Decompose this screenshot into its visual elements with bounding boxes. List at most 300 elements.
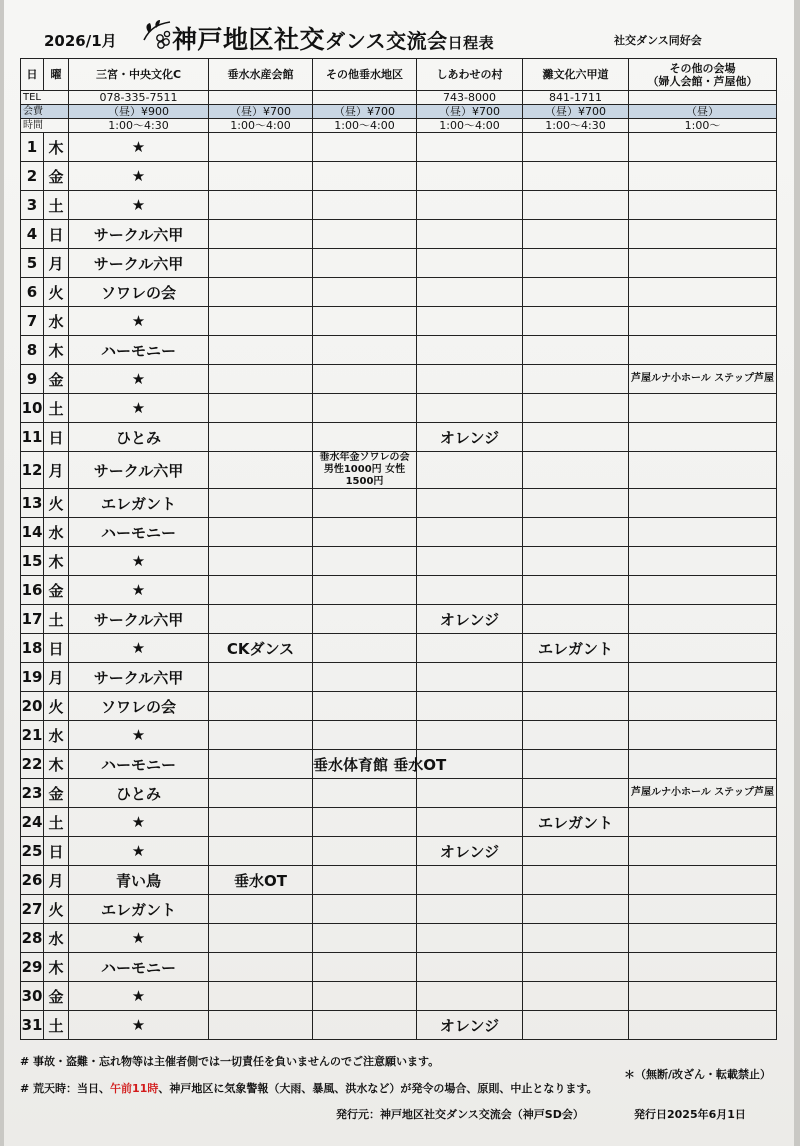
event-cell: ★ [69, 365, 209, 394]
event-cell: 芦屋ルナ小ホール ステップ芦屋 [629, 779, 777, 808]
event-cell [313, 547, 417, 576]
event-cell [313, 489, 417, 518]
event-cell [417, 982, 523, 1011]
day-row [21, 895, 777, 924]
event-cell [629, 278, 777, 307]
event-cell [523, 191, 629, 220]
event-cell [209, 489, 313, 518]
day-row [21, 220, 777, 249]
day-row [21, 365, 777, 394]
event-cell [209, 162, 313, 191]
event-cell [629, 249, 777, 278]
event-cell: ★ [69, 634, 209, 663]
footer-note-right: ＊（無断/改ざん・転載禁止） [624, 1068, 772, 1081]
col-venue-4: しあわせの村 [417, 59, 523, 91]
event-cell [209, 307, 313, 336]
event-cell: オレンジ [417, 605, 523, 634]
event-cell [313, 249, 417, 278]
event-cell [417, 576, 523, 605]
day-row [21, 249, 777, 278]
day-weekday: 土 [44, 191, 69, 220]
day-number: 19 [21, 663, 44, 692]
event-cell [629, 605, 777, 634]
day-weekday: 火 [44, 692, 69, 721]
event-cell [417, 866, 523, 895]
day-row [21, 1011, 777, 1040]
day-number: 6 [21, 278, 44, 307]
event-cell [523, 452, 629, 489]
info-time-row-cell: 1:00〜4:30 [69, 119, 209, 133]
footer-note-1: # 事故・盗難・忘れ物等は主催者側では一切責任を負いませんのでご注意願います。 [20, 1055, 440, 1068]
day-row [21, 547, 777, 576]
event-cell [313, 634, 417, 663]
day-number: 18 [21, 634, 44, 663]
event-cell [313, 924, 417, 953]
event-cell [313, 394, 417, 423]
event-cell [417, 452, 523, 489]
event-cell [629, 953, 777, 982]
event-cell [523, 721, 629, 750]
event-cell [313, 953, 417, 982]
event-cell [523, 750, 629, 779]
event-cell [313, 162, 417, 191]
event-cell [523, 394, 629, 423]
info-fee-row-cell: （昼）¥700 [523, 105, 629, 119]
day-weekday: 火 [44, 278, 69, 307]
day-weekday: 月 [44, 249, 69, 278]
footer-note-2: # 荒天時：当日、午前11時、神戸地区に気象警報（大雨、暴風、洪水など）が発令の場合、原則、中止となります。 [20, 1082, 598, 1095]
day-row [21, 692, 777, 721]
event-cell [523, 924, 629, 953]
event-cell [523, 692, 629, 721]
event-cell: ★ [69, 547, 209, 576]
day-row [21, 307, 777, 336]
day-number: 28 [21, 924, 44, 953]
day-number: 26 [21, 866, 44, 895]
day-weekday: 土 [44, 605, 69, 634]
day-number: 8 [21, 336, 44, 365]
day-weekday: 金 [44, 576, 69, 605]
info-fee-row [21, 105, 777, 119]
event-cell [417, 365, 523, 394]
col-venue-2: 垂水水産会館 [209, 59, 313, 91]
event-cell [523, 605, 629, 634]
day-row [21, 982, 777, 1011]
event-cell [523, 336, 629, 365]
event-cell [417, 518, 523, 547]
day-number: 12 [21, 452, 44, 489]
day-number: 9 [21, 365, 44, 394]
event-cell: CKダンス [209, 634, 313, 663]
info-fee-row-cell: （昼） [629, 105, 777, 119]
day-row [21, 953, 777, 982]
event-cell [209, 220, 313, 249]
day-number: 21 [21, 721, 44, 750]
day-number: 11 [21, 423, 44, 452]
event-cell [209, 249, 313, 278]
event-cell [523, 982, 629, 1011]
day-row [21, 634, 777, 663]
day-row [21, 336, 777, 365]
event-cell: エレガント [69, 489, 209, 518]
info-tel-row-cell [313, 91, 417, 105]
day-row [21, 423, 777, 452]
event-cell: サークル六甲 [69, 220, 209, 249]
day-weekday: 月 [44, 452, 69, 489]
day-number: 25 [21, 837, 44, 866]
event-cell [523, 365, 629, 394]
title-mid2: 交流会 [386, 29, 448, 53]
day-number: 31 [21, 1011, 44, 1040]
event-cell [523, 779, 629, 808]
event-cell [629, 982, 777, 1011]
event-cell [313, 663, 417, 692]
event-cell [209, 423, 313, 452]
event-cell [629, 162, 777, 191]
event-cell [209, 953, 313, 982]
event-cell [523, 518, 629, 547]
day-weekday: 日 [44, 837, 69, 866]
event-cell: ハーモニー [69, 953, 209, 982]
event-cell: 垂水年金ソワレの会 男性1000円 女性1500円 [313, 452, 417, 489]
col-weekday: 曜 [44, 59, 69, 91]
day-weekday: 水 [44, 721, 69, 750]
event-cell [417, 547, 523, 576]
event-cell [629, 895, 777, 924]
event-cell: オレンジ [417, 1011, 523, 1040]
day-number: 15 [21, 547, 44, 576]
event-cell: ★ [69, 133, 209, 162]
event-cell: ★ [69, 924, 209, 953]
day-number: 29 [21, 953, 44, 982]
event-cell [629, 634, 777, 663]
event-cell: ひとみ [69, 423, 209, 452]
subtitle: 社交ダンス同好会 [614, 34, 702, 47]
issue-date: 発行日2025年6月1日 [634, 1108, 746, 1121]
event-cell: ひとみ [69, 779, 209, 808]
day-number: 5 [21, 249, 44, 278]
event-cell [417, 162, 523, 191]
event-cell [209, 779, 313, 808]
event-cell [417, 692, 523, 721]
info-time-row-cell: 1:00〜 [629, 119, 777, 133]
event-cell [523, 837, 629, 866]
col-venue-5: 灘文化六甲道 [523, 59, 629, 91]
day-weekday: 金 [44, 365, 69, 394]
title-row [44, 16, 784, 56]
event-cell [313, 576, 417, 605]
event-cell [313, 191, 417, 220]
info-time-row-cell: 1:00〜4:00 [209, 119, 313, 133]
day-weekday: 水 [44, 307, 69, 336]
day-number: 13 [21, 489, 44, 518]
event-cell: サークル六甲 [69, 249, 209, 278]
event-cell [417, 808, 523, 837]
day-row [21, 394, 777, 423]
event-cell [629, 518, 777, 547]
event-cell [313, 423, 417, 452]
event-cell: オレンジ [417, 837, 523, 866]
day-row [21, 837, 777, 866]
event-cell: ★ [69, 394, 209, 423]
event-cell [417, 249, 523, 278]
info-fee-row-cell: （昼）¥700 [209, 105, 313, 119]
day-row [21, 663, 777, 692]
day-weekday: 火 [44, 489, 69, 518]
info-time-row [21, 119, 777, 133]
day-number: 20 [21, 692, 44, 721]
event-cell: ★ [69, 307, 209, 336]
event-cell [209, 394, 313, 423]
day-number: 3 [21, 191, 44, 220]
event-cell [209, 750, 313, 779]
day-number: 2 [21, 162, 44, 191]
title-mid: ダンス [325, 29, 387, 53]
event-cell: 芦屋ルナ小ホール ステップ芦屋 [629, 365, 777, 394]
event-cell: 垂水体育館 垂水OT [313, 750, 417, 779]
event-cell [209, 365, 313, 394]
event-cell [313, 278, 417, 307]
event-cell: オレンジ [417, 423, 523, 452]
event-cell [313, 982, 417, 1011]
day-row [21, 518, 777, 547]
page-title [172, 20, 494, 56]
event-cell: ★ [69, 162, 209, 191]
event-cell [209, 692, 313, 721]
day-weekday: 金 [44, 779, 69, 808]
event-cell [629, 423, 777, 452]
event-cell: ★ [69, 808, 209, 837]
event-cell: ★ [69, 982, 209, 1011]
day-row [21, 808, 777, 837]
info-time-row-cell: 1:00〜4:30 [523, 119, 629, 133]
day-number: 4 [21, 220, 44, 249]
flower-logo-icon [140, 18, 174, 52]
day-row [21, 576, 777, 605]
event-cell [629, 1011, 777, 1040]
event-cell [313, 336, 417, 365]
event-cell [629, 663, 777, 692]
day-weekday: 土 [44, 394, 69, 423]
event-cell [313, 605, 417, 634]
day-weekday: 木 [44, 547, 69, 576]
event-cell [313, 518, 417, 547]
event-cell [313, 837, 417, 866]
event-cell [629, 721, 777, 750]
event-cell: ソワレの会 [69, 278, 209, 307]
event-cell [629, 220, 777, 249]
event-cell [417, 278, 523, 307]
event-cell [417, 924, 523, 953]
day-weekday: 土 [44, 1011, 69, 1040]
event-cell [629, 924, 777, 953]
info-tel-row-cell: 743-8000 [417, 91, 523, 105]
event-cell [523, 220, 629, 249]
col-venue-3: その他垂水地区 [313, 59, 417, 91]
schedule-sheet [4, 0, 794, 1146]
day-row [21, 750, 777, 779]
event-cell [417, 663, 523, 692]
event-cell [313, 895, 417, 924]
event-cell: ★ [69, 721, 209, 750]
event-cell: 垂水OT [209, 866, 313, 895]
event-cell [629, 394, 777, 423]
day-weekday: 木 [44, 133, 69, 162]
event-cell [313, 779, 417, 808]
info-tel-row-label: TEL [21, 91, 69, 105]
event-cell [209, 133, 313, 162]
event-cell [313, 307, 417, 336]
event-cell [417, 307, 523, 336]
day-weekday: 日 [44, 634, 69, 663]
event-cell [629, 808, 777, 837]
day-number: 16 [21, 576, 44, 605]
event-cell [523, 576, 629, 605]
day-number: 24 [21, 808, 44, 837]
day-row [21, 779, 777, 808]
event-cell [523, 1011, 629, 1040]
event-cell [629, 866, 777, 895]
event-cell: ハーモニー [69, 336, 209, 365]
event-cell [417, 953, 523, 982]
title-big: 社交 [274, 25, 326, 54]
title-small: 日程表 [447, 34, 495, 52]
col-venue-1: 三宮・中央文化C [69, 59, 209, 91]
event-cell [417, 133, 523, 162]
event-cell: ハーモニー [69, 518, 209, 547]
event-cell: サークル六甲 [69, 605, 209, 634]
col-day: 日 [21, 59, 44, 91]
event-cell [629, 837, 777, 866]
event-cell [523, 547, 629, 576]
title-prefix: 神戸地区 [172, 25, 275, 54]
col-venue-6: その他の会場 （婦人会館・芦屋他） [629, 59, 777, 91]
info-time-row-cell: 1:00〜4:00 [417, 119, 523, 133]
event-cell [523, 162, 629, 191]
event-cell [417, 336, 523, 365]
event-cell [523, 866, 629, 895]
event-cell [523, 663, 629, 692]
event-cell [313, 220, 417, 249]
event-cell [313, 866, 417, 895]
event-cell [209, 605, 313, 634]
day-row [21, 721, 777, 750]
event-cell [313, 808, 417, 837]
event-cell [209, 452, 313, 489]
event-cell [629, 133, 777, 162]
day-weekday: 木 [44, 750, 69, 779]
day-row [21, 452, 777, 489]
event-cell [523, 489, 629, 518]
event-cell: ソワレの会 [69, 692, 209, 721]
event-cell [523, 423, 629, 452]
event-cell [313, 133, 417, 162]
day-number: 1 [21, 133, 44, 162]
day-number: 14 [21, 518, 44, 547]
event-cell [209, 518, 313, 547]
event-cell: エレガント [523, 634, 629, 663]
info-time-row-label: 時間 [21, 119, 69, 133]
day-weekday: 木 [44, 336, 69, 365]
event-cell [209, 924, 313, 953]
event-cell [523, 278, 629, 307]
event-cell [629, 336, 777, 365]
event-cell [313, 365, 417, 394]
event-cell [417, 394, 523, 423]
event-cell: ★ [69, 191, 209, 220]
event-cell [209, 278, 313, 307]
info-fee-row-cell: （昼）¥700 [313, 105, 417, 119]
day-row [21, 924, 777, 953]
event-cell [523, 953, 629, 982]
info-fee-row-label: 会費 [21, 105, 69, 119]
day-number: 22 [21, 750, 44, 779]
day-number: 10 [21, 394, 44, 423]
event-cell [417, 220, 523, 249]
info-tel-row-cell [629, 91, 777, 105]
info-fee-row-cell: （昼）¥900 [69, 105, 209, 119]
event-cell [417, 779, 523, 808]
schedule-table [20, 58, 777, 1040]
year-month: 2026/1月 [44, 32, 117, 50]
event-cell [629, 692, 777, 721]
info-tel-row-cell: 078-335-7511 [69, 91, 209, 105]
event-cell [209, 837, 313, 866]
day-weekday: 水 [44, 924, 69, 953]
event-cell [209, 1011, 313, 1040]
day-row [21, 133, 777, 162]
day-row [21, 489, 777, 518]
event-cell [523, 307, 629, 336]
event-cell [209, 721, 313, 750]
day-weekday: 月 [44, 866, 69, 895]
event-cell [209, 982, 313, 1011]
event-cell [209, 547, 313, 576]
day-row [21, 605, 777, 634]
event-cell [209, 663, 313, 692]
event-cell: ★ [69, 837, 209, 866]
event-cell [209, 336, 313, 365]
event-cell [313, 721, 417, 750]
event-cell [209, 191, 313, 220]
event-cell [629, 307, 777, 336]
info-tel-row-cell [209, 91, 313, 105]
event-cell: エレガント [523, 808, 629, 837]
event-cell [313, 1011, 417, 1040]
event-cell [629, 750, 777, 779]
day-weekday: 月 [44, 663, 69, 692]
day-weekday: 火 [44, 895, 69, 924]
event-cell [523, 133, 629, 162]
day-weekday: 金 [44, 162, 69, 191]
event-cell: ★ [69, 1011, 209, 1040]
day-number: 23 [21, 779, 44, 808]
day-weekday: 木 [44, 953, 69, 982]
info-tel-row-cell: 841-1711 [523, 91, 629, 105]
day-weekday: 土 [44, 808, 69, 837]
day-weekday: 日 [44, 220, 69, 249]
day-row [21, 278, 777, 307]
publisher: 発行元：神戸地区社交ダンス交流会（神戸SD会） [336, 1108, 584, 1121]
info-tel-row [21, 91, 777, 105]
event-cell [629, 489, 777, 518]
event-cell: ★ [69, 576, 209, 605]
event-cell: ハーモニー [69, 750, 209, 779]
day-number: 7 [21, 307, 44, 336]
event-cell [417, 191, 523, 220]
day-weekday: 金 [44, 982, 69, 1011]
event-cell [417, 489, 523, 518]
